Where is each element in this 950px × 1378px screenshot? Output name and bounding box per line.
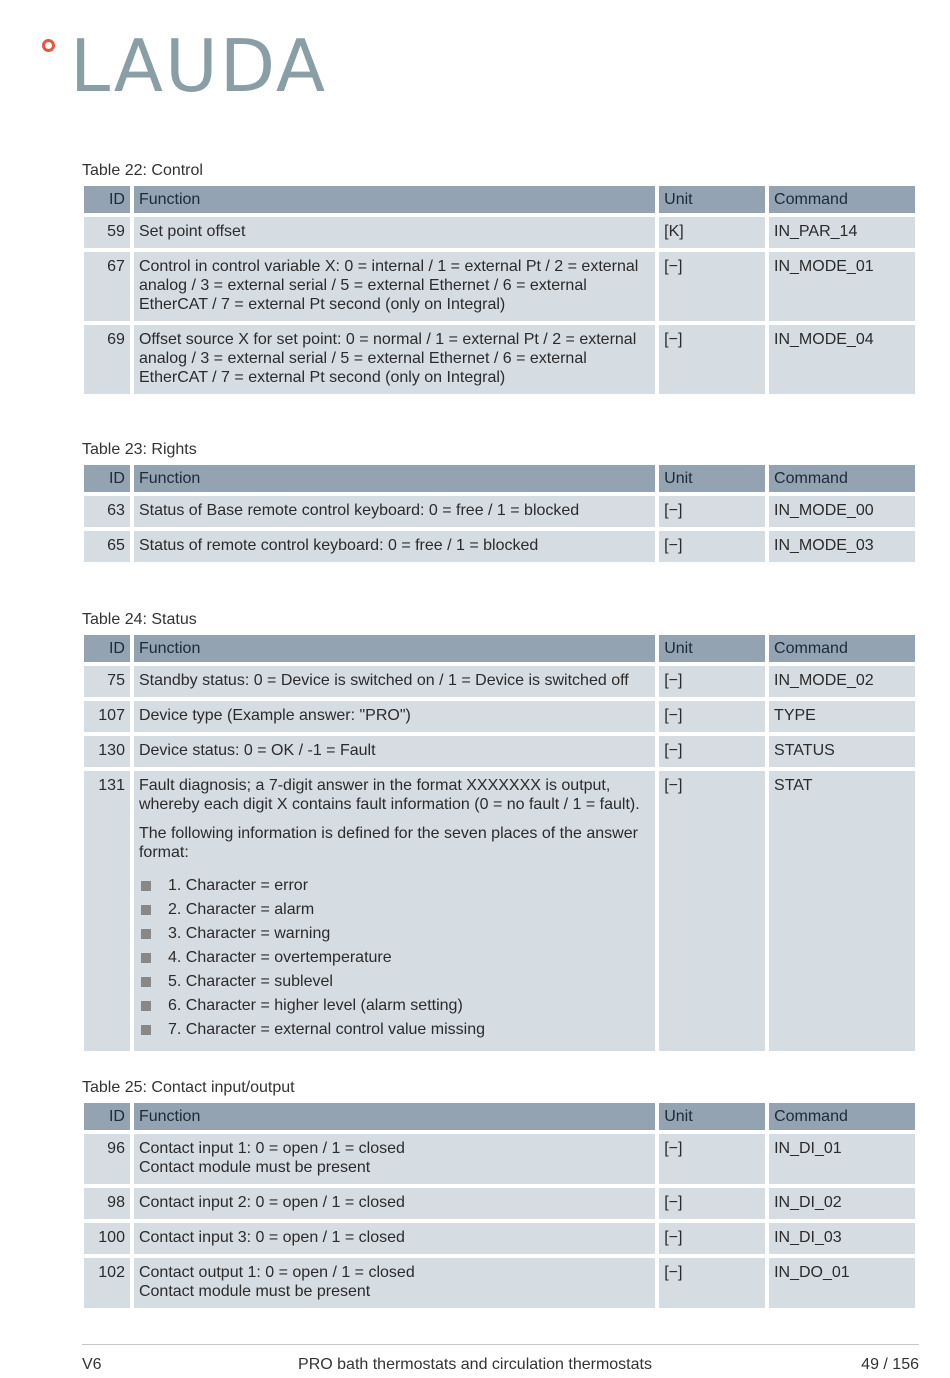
header-id: ID bbox=[84, 186, 130, 213]
header-command: Command bbox=[769, 1103, 915, 1130]
cell-command: STATUS bbox=[769, 736, 915, 767]
table-row bbox=[84, 1134, 915, 1184]
function-text: Standby status: 0 = Device is switched on / 1 = Device is switched off bbox=[138, 672, 629, 689]
square-bullet-icon bbox=[141, 953, 151, 963]
cell-function bbox=[134, 701, 655, 732]
header-function: Function bbox=[134, 635, 655, 662]
header-id: ID bbox=[84, 1103, 130, 1130]
data-table bbox=[80, 182, 919, 398]
table-row bbox=[84, 496, 915, 527]
cell-unit: [−] bbox=[659, 736, 765, 767]
table-contact-section bbox=[82, 1077, 919, 1312]
cell-id: 100 bbox=[84, 1223, 130, 1254]
cell-id: 131 bbox=[84, 771, 130, 1051]
table-row bbox=[84, 701, 915, 732]
function-text: Fault diagnosis; a 7-digit answer in the format XXXXXXX is output, whereby each digit X contains fault information (0 = no fault / 1 = fault). bbox=[138, 777, 640, 813]
cell-function bbox=[134, 217, 655, 248]
character-list-item bbox=[139, 1018, 650, 1042]
character-list-text: 7. Character = external control value missing bbox=[167, 1021, 486, 1038]
character-list-item bbox=[139, 898, 650, 922]
header-function: Function bbox=[134, 465, 655, 492]
table-row bbox=[84, 666, 915, 697]
character-list-item bbox=[139, 922, 650, 946]
cell-command: IN_DO_01 bbox=[769, 1258, 915, 1308]
character-list-text: 5. Character = sublevel bbox=[167, 973, 333, 990]
character-list-text: 6. Character = higher level (alarm setting) bbox=[167, 997, 463, 1014]
table-row bbox=[84, 1258, 915, 1308]
cell-function bbox=[134, 325, 655, 394]
character-list-item bbox=[139, 946, 650, 970]
data-table bbox=[80, 1099, 919, 1312]
cell-unit: [−] bbox=[659, 1258, 765, 1308]
cell-unit: [−] bbox=[659, 771, 765, 1051]
cell-unit: [−] bbox=[659, 1134, 765, 1184]
cell-unit: [−] bbox=[659, 531, 765, 562]
function-text: Contact input 1: 0 = open / 1 = closed bbox=[138, 1140, 405, 1157]
header-unit: Unit bbox=[659, 465, 765, 492]
footer-divider bbox=[82, 1344, 919, 1345]
square-bullet-icon bbox=[141, 1001, 151, 1011]
function-extra-text: The following information is defined for the seven places of the answer format: bbox=[138, 825, 638, 861]
cell-id: 75 bbox=[84, 666, 130, 697]
cell-unit: [−] bbox=[659, 325, 765, 394]
cell-function bbox=[134, 1223, 655, 1254]
cell-function bbox=[134, 1188, 655, 1219]
cell-unit: [−] bbox=[659, 1223, 765, 1254]
cell-command: IN_MODE_02 bbox=[769, 666, 915, 697]
character-list-text: 4. Character = overtemperature bbox=[167, 949, 392, 966]
data-table bbox=[80, 631, 919, 1055]
header-function: Function bbox=[134, 186, 655, 213]
square-bullet-icon bbox=[141, 977, 151, 987]
table-row bbox=[84, 531, 915, 562]
function-note: Contact module must be present bbox=[138, 1159, 371, 1176]
square-bullet-icon bbox=[141, 1025, 151, 1035]
cell-function bbox=[134, 531, 655, 562]
cell-function bbox=[134, 1258, 655, 1308]
cell-unit: [−] bbox=[659, 666, 765, 697]
header-function: Function bbox=[134, 1103, 655, 1130]
function-text: Status of remote control keyboard: 0 = free / 1 = blocked bbox=[138, 537, 539, 554]
character-list-text: 2. Character = alarm bbox=[167, 901, 315, 918]
header-id: ID bbox=[84, 635, 130, 662]
header-command: Command bbox=[769, 635, 915, 662]
cell-command: TYPE bbox=[769, 701, 915, 732]
header-id: ID bbox=[84, 465, 130, 492]
table-row bbox=[84, 217, 915, 248]
cell-id: 69 bbox=[84, 325, 130, 394]
table-rights-section bbox=[82, 439, 919, 566]
function-text: Contact input 3: 0 = open / 1 = closed bbox=[138, 1229, 405, 1246]
character-list-text: 3. Character = warning bbox=[167, 925, 331, 942]
cell-id: 67 bbox=[84, 252, 130, 321]
lauda-logo bbox=[40, 24, 340, 110]
cell-function bbox=[134, 496, 655, 527]
cell-id: 65 bbox=[84, 531, 130, 562]
cell-command: IN_DI_02 bbox=[769, 1188, 915, 1219]
character-list-item bbox=[139, 994, 650, 1018]
header-unit: Unit bbox=[659, 1103, 765, 1130]
square-bullet-icon bbox=[141, 905, 151, 915]
cell-function bbox=[134, 1134, 655, 1184]
cell-id: 63 bbox=[84, 496, 130, 527]
footer-page-number: 49 / 156 bbox=[861, 1356, 919, 1373]
square-bullet-icon bbox=[141, 881, 151, 891]
character-list bbox=[139, 874, 650, 1042]
function-text: Device type (Example answer: "PRO") bbox=[138, 707, 411, 724]
function-text: Device status: 0 = OK / -1 = Fault bbox=[138, 742, 376, 759]
footer-version: V6 bbox=[82, 1356, 102, 1373]
cell-id: 130 bbox=[84, 736, 130, 767]
function-text: Contact output 1: 0 = open / 1 = closed bbox=[138, 1264, 415, 1281]
cell-function bbox=[134, 252, 655, 321]
character-list-item bbox=[139, 970, 650, 994]
cell-function bbox=[134, 771, 655, 1051]
header-command: Command bbox=[769, 465, 915, 492]
cell-command: IN_DI_01 bbox=[769, 1134, 915, 1184]
table-row bbox=[84, 1223, 915, 1254]
cell-function bbox=[134, 736, 655, 767]
cell-command: STAT bbox=[769, 771, 915, 1051]
table-row bbox=[84, 325, 915, 394]
cell-command: IN_PAR_14 bbox=[769, 217, 915, 248]
table-header-row bbox=[84, 186, 915, 213]
cell-function bbox=[134, 666, 655, 697]
cell-command: IN_DI_03 bbox=[769, 1223, 915, 1254]
cell-command: IN_MODE_00 bbox=[769, 496, 915, 527]
character-list-item bbox=[139, 874, 650, 898]
table-header-row bbox=[84, 465, 915, 492]
cell-id: 98 bbox=[84, 1188, 130, 1219]
function-text: Offset source X for set point: 0 = normal / 1 = external Pt / 2 = external analog / 3 = external serial / 5 = external Ethernet / 6 = external EtherCAT / 7 = external Pt second (only on Integral) bbox=[138, 331, 637, 386]
header-unit: Unit bbox=[659, 635, 765, 662]
cell-command: IN_MODE_03 bbox=[769, 531, 915, 562]
cell-command: IN_MODE_01 bbox=[769, 252, 915, 321]
table-row bbox=[84, 1188, 915, 1219]
cell-id: 102 bbox=[84, 1258, 130, 1308]
cell-unit: [−] bbox=[659, 252, 765, 321]
cell-unit: [−] bbox=[659, 701, 765, 732]
data-table bbox=[80, 461, 919, 566]
cell-id: 59 bbox=[84, 217, 130, 248]
function-note: Contact module must be present bbox=[138, 1283, 371, 1300]
function-text: Set point offset bbox=[138, 223, 246, 240]
table-caption: Table 25: Contact input/output bbox=[82, 1079, 295, 1096]
table-row bbox=[84, 736, 915, 767]
cell-unit: [K] bbox=[659, 217, 765, 248]
footer-title: PRO bath thermostats and circulation thermostats bbox=[298, 1356, 652, 1373]
table-caption: Table 24: Status bbox=[82, 611, 197, 628]
cell-command: IN_MODE_04 bbox=[769, 325, 915, 394]
cell-unit: [−] bbox=[659, 496, 765, 527]
logo-ring-icon bbox=[42, 39, 55, 52]
table-status-section bbox=[82, 609, 919, 1055]
function-text: Status of Base remote control keyboard: 0 = free / 1 = blocked bbox=[138, 502, 580, 519]
character-list-text: 1. Character = error bbox=[167, 877, 309, 894]
table-caption: Table 22: Control bbox=[82, 162, 203, 179]
table-header-row bbox=[84, 1103, 915, 1130]
function-text: Contact input 2: 0 = open / 1 = closed bbox=[138, 1194, 405, 1211]
table-row bbox=[84, 252, 915, 321]
header-command: Command bbox=[769, 186, 915, 213]
cell-id: 96 bbox=[84, 1134, 130, 1184]
cell-id: 107 bbox=[84, 701, 130, 732]
cell-unit: [−] bbox=[659, 1188, 765, 1219]
logo-text: LAUDA bbox=[70, 24, 328, 108]
table-control-section bbox=[82, 160, 919, 398]
square-bullet-icon bbox=[141, 929, 151, 939]
table-header-row bbox=[84, 635, 915, 662]
function-text: Control in control variable X: 0 = internal / 1 = external Pt / 2 = external analog / 3 = external serial / 5 = external Ethernet / 6 = external EtherCAT / 7 = external Pt second (only on Integral) bbox=[138, 258, 639, 313]
table-row bbox=[84, 771, 915, 1051]
header-unit: Unit bbox=[659, 186, 765, 213]
table-caption: Table 23: Rights bbox=[82, 441, 197, 458]
